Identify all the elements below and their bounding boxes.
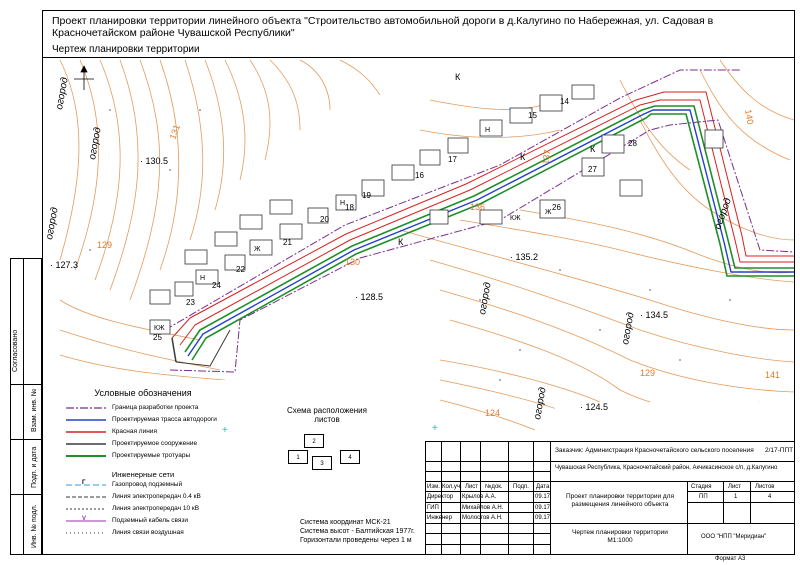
parcel-number: 15 — [528, 111, 537, 120]
person-name: Михайлов А.Н. — [462, 505, 504, 511]
scheme-sheet: 4 — [340, 450, 360, 464]
elevation-mark: · 134.5 — [640, 310, 669, 320]
elevation-mark: · 128.5 — [355, 292, 384, 302]
legend-item: Линия электропередач 10 кВ — [112, 505, 200, 512]
contour-label: 140 — [743, 108, 756, 126]
parcel-number: 14 — [560, 97, 569, 106]
coordinate-notes: Система координат МСК-21 Система высот - Балтийская 1977г. Горизонтали проведены через 1 м — [300, 519, 415, 544]
building-mark: Н — [485, 127, 491, 134]
customer-text: Заказчик: Администрация Красночетайского сельского поселения — [555, 447, 754, 454]
parcel-number: 20 — [320, 215, 329, 224]
scheme-title: Схема расположения листов — [287, 406, 367, 424]
legend-item: Г Газопровод подземный — [82, 480, 183, 488]
building-mark: К — [590, 144, 596, 154]
legend-item: Проектируемое сооружение — [112, 440, 198, 447]
grid-cross-icon: + — [432, 423, 438, 434]
project-name: Проект планировки территории для размещения линейного объекта — [565, 493, 674, 508]
building-mark: Ж — [545, 209, 552, 216]
area-label: огород — [44, 206, 61, 241]
parcel-number: 19 — [362, 191, 371, 200]
building-mark: КЖ — [154, 325, 165, 332]
elevation-mark: · 124.5 — [580, 402, 609, 412]
building-mark: Н — [340, 200, 346, 207]
scheme-sheet: 1 — [288, 450, 308, 464]
sheet-value: 1 — [734, 494, 738, 500]
stage-value: ПП — [699, 494, 708, 500]
parcel-number: 27 — [588, 165, 597, 174]
parcel-number: 24 — [212, 281, 221, 290]
contour-label: 129 — [640, 368, 656, 378]
parcel-number: 18 — [345, 203, 354, 212]
header-cell: Лист — [465, 484, 479, 490]
company-name: ООО "НПП "Меридиан" — [701, 534, 767, 540]
elevation-mark: · 127.3 — [50, 260, 79, 270]
legend-item: Красная линия — [112, 428, 157, 435]
person-role: Инженер — [427, 515, 452, 521]
contour-label: 137 — [540, 148, 553, 166]
area-label: огород — [620, 311, 637, 346]
person-name: Молостов А.Н. — [462, 515, 503, 521]
building-mark: КЖ — [510, 215, 521, 222]
legend — [58, 388, 228, 539]
parcel-number: 22 — [236, 265, 245, 274]
title-block — [425, 441, 795, 555]
person-name: Крылов А.А. — [462, 494, 497, 500]
area-label: огород — [532, 386, 549, 421]
networks-title: Инженерные сети — [111, 470, 175, 479]
scheme-sheet: 3 — [312, 456, 332, 470]
drawing-subtitle: Чертеж планировки территории — [52, 44, 200, 55]
person-date: 09.17 — [535, 515, 551, 521]
building-mark: Ж — [254, 246, 261, 253]
approved-label: Согласовано — [12, 329, 19, 372]
header-cell: №док. — [485, 484, 503, 490]
building-mark: Н — [200, 275, 206, 282]
area-label: огород — [87, 126, 104, 161]
person-role: Директор — [427, 494, 454, 500]
parcel-number: 26 — [552, 203, 561, 212]
parcel-number: 17 — [448, 155, 457, 164]
legend-item: Граница разработки проекта — [112, 404, 199, 411]
person-role: ГИП — [427, 505, 439, 511]
person-date: 09.17 — [535, 505, 551, 511]
header-cell: Кол.уч. — [442, 484, 462, 490]
legend-item: V Подземный кабель связи — [82, 516, 189, 524]
parcel-number: 21 — [283, 238, 292, 247]
parcel-number: 25 — [153, 333, 162, 342]
elevation-mark: · 130.5 — [140, 156, 169, 166]
contour-label: 124 — [485, 408, 501, 418]
replaced-inv-label: Взам. инв. № — [31, 388, 38, 432]
project-title: Проект планировки территории линейного объекта "Строительство автомобильной дороги в д.Калугино по Набережная, ул. Садовая в Красночетайском районе Чувашской Республики" — [52, 15, 714, 39]
building-mark: К — [455, 72, 461, 82]
header-cell: Изм. — [427, 484, 440, 490]
sign-date-label: Подп. и дата — [31, 446, 38, 488]
doc-code: 2/17-ППТ — [765, 447, 794, 454]
contour-label: 130 — [345, 257, 361, 267]
area-label: огород — [54, 76, 71, 111]
parcel-number: 23 — [186, 298, 195, 307]
contour-label: 129 — [97, 240, 113, 250]
drawing-name: Чертеж планировки территории М1:1000 — [572, 529, 668, 544]
header-cell: Дата — [536, 484, 550, 490]
contour-label: 131 — [167, 123, 183, 141]
legend-item: Линия электропередач 0.4 кВ — [112, 493, 201, 500]
title-divider — [42, 57, 795, 58]
building-mark: К — [398, 237, 404, 247]
stage-header: Стадия — [691, 484, 712, 490]
legend-item: Линия связи воздушная — [112, 529, 184, 536]
parcel-number: 28 — [628, 139, 637, 148]
elevation-mark: · 135.2 — [510, 252, 539, 262]
inv-number-label: Инв. № подл. — [31, 504, 38, 548]
location-text: Чувашская Республика, Красночетайский район, Акчикасинское с/п, д.Калугино — [555, 465, 778, 471]
sheets-value: 4 — [768, 494, 772, 500]
header-cell: Подп. — [513, 484, 529, 490]
contour-label: 136 — [470, 202, 486, 212]
parcel-number: 16 — [415, 171, 424, 180]
legend-item: Проектируемые тротуары — [112, 452, 191, 459]
legend-item: Проектируемая трасса автодороги — [112, 416, 217, 423]
sheet-header: Лист — [728, 484, 742, 490]
person-date: 09.17 — [535, 494, 551, 500]
paper-format: Формат А3 — [715, 556, 746, 562]
sheets-header: Листов — [755, 484, 775, 490]
contour-label: 141 — [765, 370, 781, 380]
scheme-sheet: 2 — [304, 434, 324, 448]
area-label: огород — [712, 196, 734, 232]
area-label: огород — [477, 281, 494, 316]
legend-title: Условные обозначения — [94, 388, 192, 398]
grid-cross-icon: + — [222, 425, 228, 436]
sheet-layout-scheme — [282, 406, 372, 474]
building-mark: К — [520, 152, 526, 162]
